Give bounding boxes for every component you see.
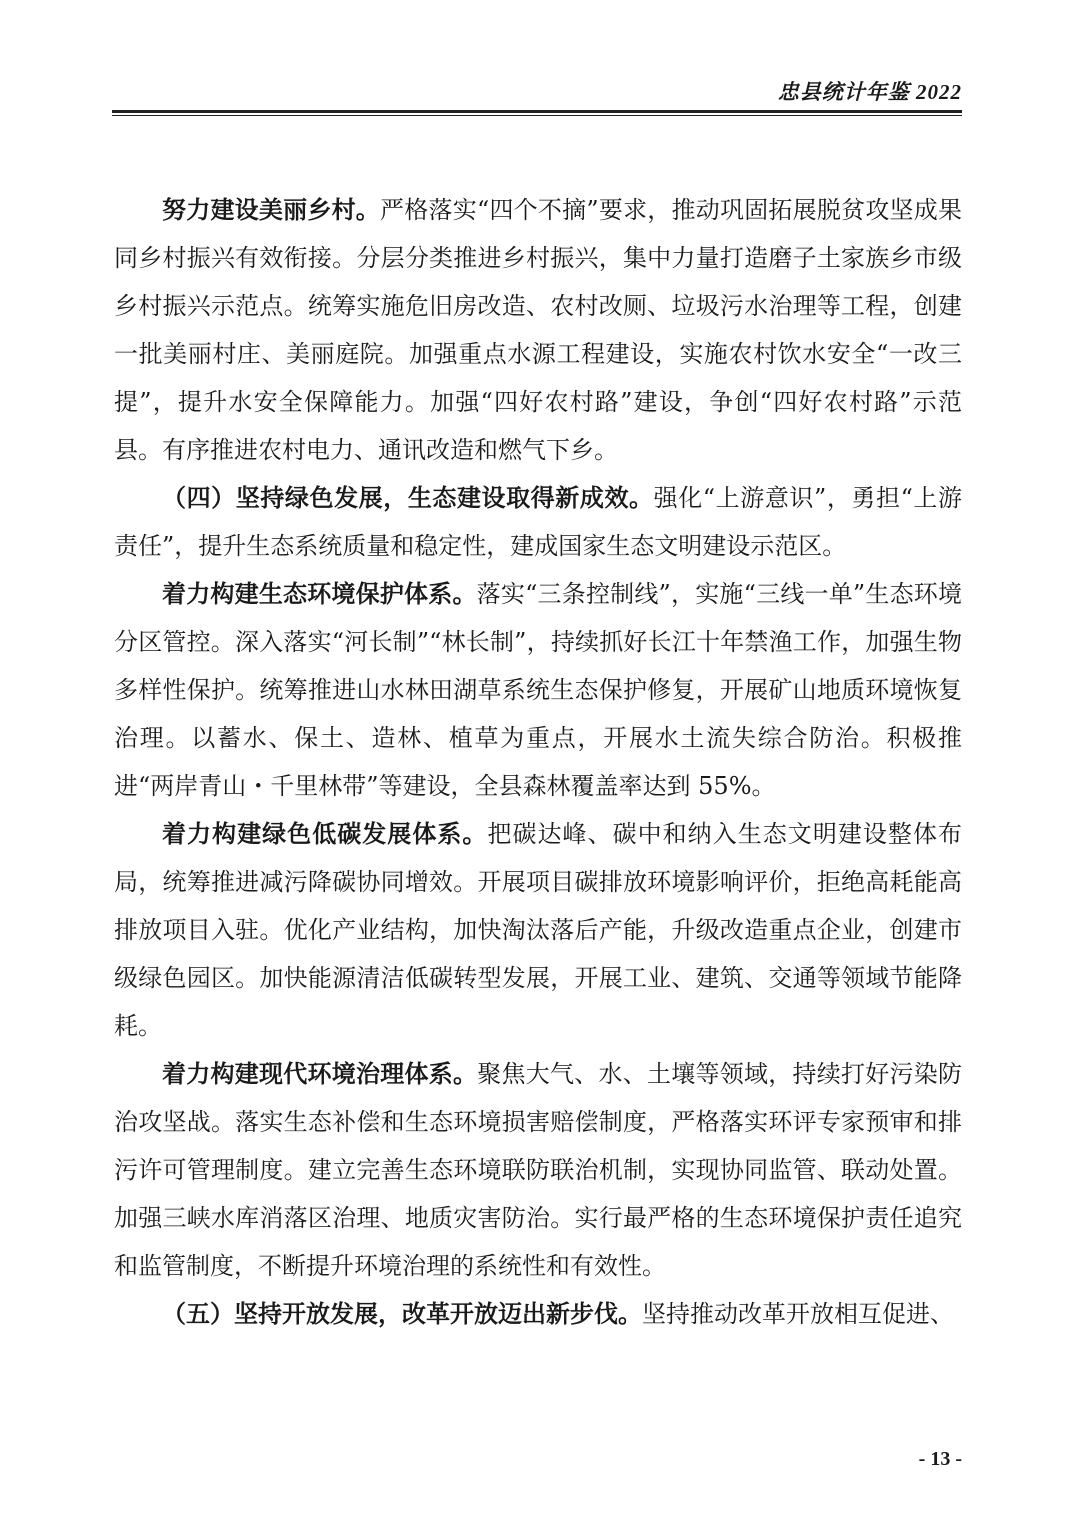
paragraph-text: 聚焦大气、水、土壤等领域，持续打好污染防治攻坚战。落实生态补偿和生态环境损害赔偿制度，严格落实环评专家预审和排污许可管理制度。建立完善生态环境联防联治机制，实现协同监管、联动处置。加强三峡水库消落区治理、地质灾害防治。实行最严格的生态环境保护责任追究和监管制度，不断提升环境治理的系统性和有效性。 <box>114 1060 962 1280</box>
paragraph-text: 坚持推动改革开放相互促进、 <box>642 1300 954 1328</box>
header-rule-thin <box>112 115 962 116</box>
paragraph-text: 强化“上游意识”，勇担“上游责任”，提升生态系统质量和稳定性，建成国家生态文明建设示范区。 <box>114 484 963 560</box>
running-header: 忠县统计年鉴 2022 <box>777 80 962 104</box>
paragraph-text: 落实“三条控制线”，实施“三线一单”生态环境分区管控。深入落实“河长制”“林长制”，持续抓好长江十年禁渔工作，加强生物多样性保护。统筹推进山水林田湖草系统生态保护修复，开展矿山地质环境恢复治理。以蓄水、保土、造林、植草为重点，开展水土流失综合防治。积极推进“两岸青山・千里林带”等建设，全县森林覆盖率达到 55%。 <box>114 580 963 800</box>
body-text <box>114 186 962 1338</box>
header-rule <box>112 110 962 113</box>
paragraph <box>114 474 962 570</box>
paragraph-lead: 着力构建绿色低碳发展体系。 <box>162 819 488 848</box>
section-heading: （五）坚持开放发展，改革开放迈出新步伐。 <box>162 1299 642 1328</box>
paragraph-lead: 着力构建生态环境保护体系。 <box>162 579 477 608</box>
section-heading: （四）坚持绿色发展，生态建设取得新成效。 <box>162 483 654 512</box>
paragraph-lead: 着力构建现代环境治理体系。 <box>162 1059 478 1088</box>
paragraph-lead: 努力建设美丽乡村。 <box>162 195 381 224</box>
page-number: - 13 - <box>918 1448 962 1470</box>
paragraph <box>114 810 962 1050</box>
paragraph <box>114 1290 962 1338</box>
paragraph <box>114 570 962 810</box>
paragraph-text: 严格落实“四个不摘”要求，推动巩固拓展脱贫攻坚成果同乡村振兴有效衔接。分层分类推进乡村振兴，集中力量打造磨子土家族乡市级乡村振兴示范点。统筹实施危旧房改造、农村改厕、垃圾污水治理等工程，创建一批美丽村庄、美丽庭院。加强重点水源工程建设，实施农村饮水安全“一改三提”，提升水安全保障能力。加强“四好农村路”建设，争创“四好农村路”示范县。有序推进农村电力、通讯改造和燃气下乡。 <box>114 196 963 464</box>
paragraph-text: 把碳达峰、碳中和纳入生态文明建设整体布局，统筹推进减污降碳协同增效。开展项目碳排放环境影响评价，拒绝高耗能高排放项目入驻。优化产业结构，加快淘汰落后产能，升级改造重点企业，创建市级绿色园区。加快能源清洁低碳转型发展，开展工业、建筑、交通等领域节能降耗。 <box>114 820 963 1040</box>
paragraph <box>114 1050 962 1290</box>
paragraph <box>114 186 962 474</box>
